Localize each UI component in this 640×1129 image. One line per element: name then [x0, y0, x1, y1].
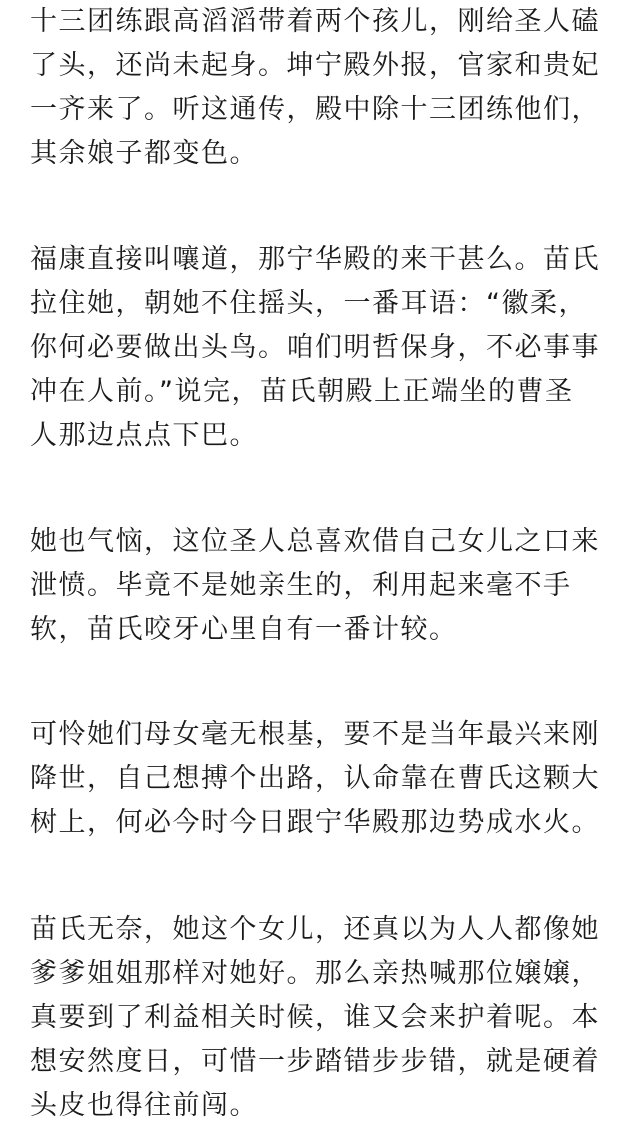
text-line: 苗氏无奈，她这个女儿，还真以为人人都像她: [30, 914, 600, 945]
text-line: 想安然度日，可惜一步踏错步步错，就是硬着: [30, 1046, 600, 1077]
text-line: 她也气恼，这位圣人总喜欢借自己女儿之口来: [30, 526, 600, 557]
text-line: 人那边点点下巴。: [30, 420, 258, 451]
text-line: 泄愤。毕竟不是她亲生的，利用起来毫不手: [30, 570, 572, 601]
text-line: 福康直接叫嚷道，那宁华殿的来干甚么。苗氏: [30, 244, 600, 275]
text-line: 软，苗氏咬牙心里自有一番计较。: [30, 614, 458, 645]
paragraph: [30, 713, 615, 845]
text-line: 降世，自己想搏个出路，认命靠在曹氏这颗大: [30, 763, 600, 794]
text-line: 爹爹姐姐那样对她好。那么亲热喊那位嬢嬢，: [30, 958, 600, 989]
paragraph: [30, 0, 615, 176]
text-line: 头皮也得往前闯。: [30, 1090, 258, 1121]
text-line: 一齐来了。听这通传，殿中除十三团练他们，: [30, 94, 600, 125]
paragraph: [30, 908, 615, 1128]
text-line: 冲在人前。”说完，苗氏朝殿上正端坐的曹圣: [30, 376, 574, 407]
paragraph: [30, 238, 615, 458]
text-line: 真要到了利益相关时候，谁又会来护着呢。本: [30, 1002, 600, 1033]
paragraph: [30, 520, 615, 652]
text-line: 可怜她们母女毫无根基，要不是当年最兴来刚: [30, 719, 600, 750]
text-line: 树上，何必今时今日跟宁华殿那边势成水火。: [30, 807, 600, 838]
text-line: 了头，还尚未起身。坤宁殿外报，官家和贵妃: [30, 50, 600, 81]
text-line: 拉住她，朝她不住摇头，一番耳语：“徽柔，: [30, 288, 587, 319]
text-line: 其余娘子都变色。: [30, 138, 258, 169]
text-line: 十三团练跟高滔滔带着两个孩儿，刚给圣人磕: [30, 6, 600, 37]
text-line: 你何必要做出头鸟。咱们明哲保身，不必事事: [30, 332, 600, 363]
